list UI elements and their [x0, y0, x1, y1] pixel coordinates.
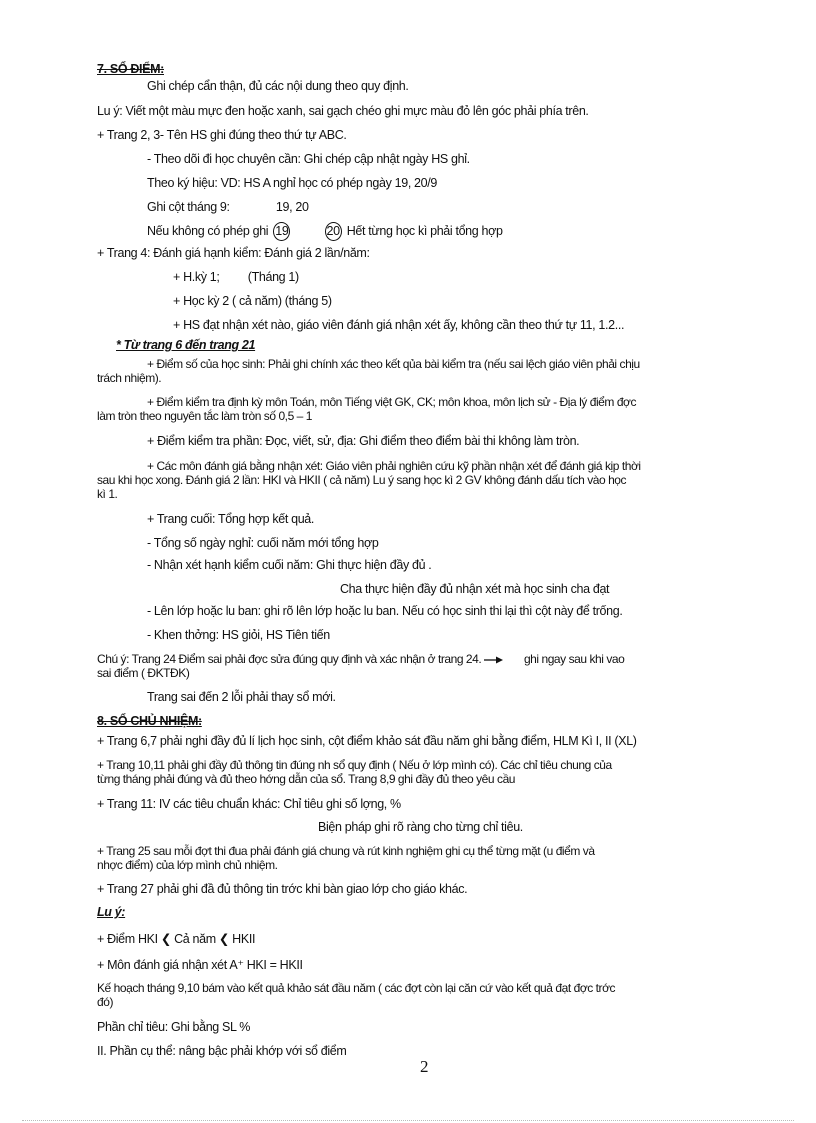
text-line: Kế hoạch tháng 9,10 bám vào kết quả khảo sát đầu năm ( các đợt còn lại căn cứ vào kết quả đạt đợc trớc	[97, 981, 616, 995]
text-fragment: (Tháng 1)	[247, 270, 299, 284]
text-line	[147, 222, 503, 241]
circled-number: 19	[273, 222, 290, 241]
page-border	[22, 1120, 794, 1121]
text-line: + HS đạt nhận xét nào, giáo viên đánh giá nhận xét ấy, không cần theo thứ tự 11, 1.2...	[173, 318, 625, 332]
text-fragment: Chú ý: Trang 24 Điểm sai phải đợc sửa đúng quy định và xác nhận ở trang 24.	[97, 652, 482, 666]
page-number: 2	[420, 1057, 429, 1076]
text-line: nhợc điểm) của lớp mình chủ nhiệm.	[97, 858, 278, 872]
text-line: Theo ký hiệu: VD: HS A nghỉ học có phép ngày 19, 20/9	[147, 176, 437, 190]
text-line: Phần chỉ tiêu: Ghi bằng SL %	[97, 1020, 251, 1034]
text-line	[147, 200, 309, 214]
text-line: Lu ý: Viết một màu mực đen hoặc xanh, sai gạch chéo ghi mực màu đỏ lên góc phải phía trên.	[97, 104, 589, 118]
text-line: sau khi học xong. Đánh giá 2 lần: HKI và HKII ( cả năm) Lu ý sang học kì 2 GV không đánh dấu tích vào học	[97, 473, 627, 487]
text-line: + Điểm kiểm tra phần: Đọc, viết, sử, địa: Ghi điểm theo điểm bài thi không làm tròn.	[147, 434, 580, 448]
text-line: + Môn đánh giá nhận xét A⁺ HKI = HKII	[97, 958, 303, 972]
text-line: + Học kỳ 2 ( cả năm) (tháng 5)	[173, 294, 332, 308]
text-fragment: Hết từng học kì phải tổng hợp	[346, 223, 503, 238]
text-line: + Điểm kiểm tra định kỳ môn Toán, môn Tiếng việt GK, CK; môn khoa, môn lịch sử - Địa lý điểm đợc	[147, 395, 637, 409]
text-line: + Điểm HKI ❮ Cả năm ❮ HKII	[97, 932, 256, 946]
text-line: - Nhận xét hạnh kiểm cuối năm: Ghi thực hiện đầy đủ .	[147, 558, 432, 572]
text-line: Biện pháp ghi rõ ràng cho từng chỉ tiêu.	[318, 820, 523, 834]
text-line: Cha thực hiện đầy đủ nhận xét mà học sinh cha đạt	[340, 582, 610, 596]
text-line: kì 1.	[97, 487, 118, 501]
text-line: II. Phần cụ thể: nâng bậc phải khớp với sổ điểm	[97, 1044, 347, 1058]
text-line	[97, 652, 624, 666]
text-line: + Trang cuối: Tổng hợp kết quả.	[147, 512, 315, 526]
section-7-heading: 7. SỔ ĐIỂM:	[97, 62, 164, 76]
text-fragment: ghi ngay sau khi vao	[523, 652, 625, 666]
text-line: Trang sai đến 2 lỗi phải thay sổ mới.	[147, 690, 336, 704]
subheading: * Từ trang 6 đến trang 21	[116, 338, 256, 352]
text-line: - Tổng số ngày nghỉ: cuối năm mới tổng hợp	[147, 536, 379, 550]
text-line: trách nhiệm).	[97, 371, 162, 385]
text-line: + Trang 25 sau mỗi đợt thi đua phải đánh giá chung và rút kinh nghiệm ghi cụ thể từng mặt (u điểm và	[97, 844, 595, 858]
text-line: đó)	[97, 995, 113, 1009]
text-line: + Trang 27 phải ghi đầ đủ thông tin trớc khi bàn giao lớp cho giáo khác.	[97, 882, 468, 896]
text-line: + Trang 4: Đánh giá hạnh kiểm: Đánh giá 2 lần/năm:	[97, 246, 370, 260]
arrow-right-icon	[484, 656, 504, 664]
text-fragment: Nếu không có phép ghi	[147, 223, 269, 238]
note-heading: Lu ý:	[97, 905, 126, 919]
text-line: - Lên lớp hoặc lu ban: ghi rõ lên lớp hoặc lu ban. Nếu có học sinh thi lại thì cột này để trống.	[147, 604, 623, 618]
text-line: + Trang 10,11 phải ghi đầy đủ thông tin đúng nh sổ quy định ( Nếu ở lớp mình có). Các chỉ tiêu chung của	[97, 758, 612, 772]
circled-number: 20	[325, 222, 342, 241]
text-line: - Theo dõi đi học chuyên cần: Ghi chép cập nhật ngày HS ghỉ.	[147, 152, 470, 166]
text-line: từng tháng phải đúng và đủ theo hớng dẫn của sổ. Trang 8,9 ghi đầy đủ theo yêu cầu	[97, 772, 516, 786]
text-line: sai điểm ( ĐKTĐK)	[97, 666, 190, 680]
text-line: + Các môn đánh giá bằng nhận xét: Giáo viên phải nghiên cứu kỹ phần nhận xét để đánh giá kịp thời	[147, 459, 641, 473]
section-8-heading: 8. SỔ CHỦ NHIỆM:	[97, 714, 202, 728]
text-fragment: Ghi cột tháng 9:	[147, 200, 230, 214]
text-line	[173, 270, 299, 284]
text-fragment: 19, 20	[275, 200, 309, 214]
text-line: + Trang 11: IV các tiêu chuẩn khác: Chỉ tiêu ghi số lợng, %	[97, 797, 401, 811]
text-line: + Trang 2, 3- Tên HS ghi đúng theo thứ tự ABC.	[97, 128, 347, 142]
text-line: làm tròn theo nguyên tắc làm tròn số 0,5 – 1	[97, 409, 313, 423]
text-line: - Khen thởng: HS giỏi, HS Tiên tiến	[147, 628, 330, 642]
text-line: Ghi chép cẩn thận, đủ các nội dung theo quy định.	[147, 79, 409, 93]
text-line: + Điểm số của học sinh: Phải ghi chính xác theo kết qủa bài kiểm tra (nếu sai lệch giáo viên phải chịu	[147, 357, 640, 371]
text-fragment: + H.kỳ 1;	[173, 270, 220, 284]
text-line: + Trang 6,7 phải nghi đầy đủ lí lịch học sinh, cột điểm khảo sát đầu năm ghi bằng điểm, HLM Kì I, II (XL)	[97, 734, 637, 748]
